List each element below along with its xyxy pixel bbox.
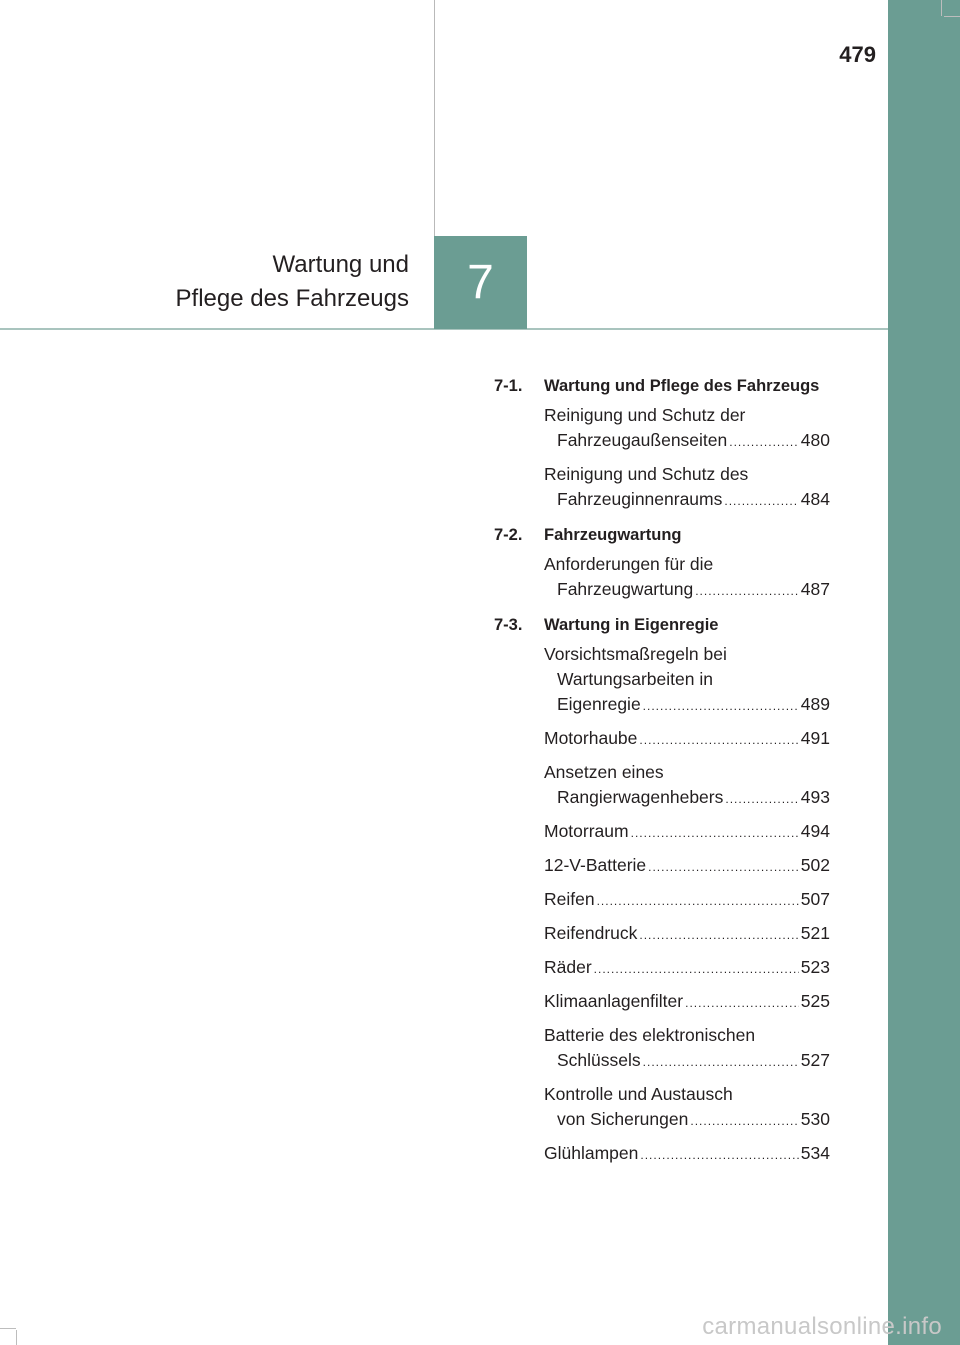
toc-entry-page: 489 (800, 694, 830, 714)
toc-entry-final-line (544, 1107, 830, 1134)
toc-entry-text: Eigenregie (557, 694, 641, 714)
toc-entry[interactable] (544, 462, 830, 514)
toc-entry-final-line (544, 726, 830, 753)
toc-entry-text: Vorsichtsmaßregeln bei (544, 644, 727, 664)
toc-entry-final-line (544, 785, 830, 812)
table-of-contents (494, 372, 830, 1175)
page-number: 479 (839, 42, 876, 67)
toc-entry-page: 527 (800, 1050, 830, 1070)
toc-entry-page: 530 (800, 1109, 830, 1129)
toc-entry-final-line (544, 1048, 830, 1075)
toc-entry-text: Reinigung und Schutz der (544, 405, 746, 425)
toc-entry-final-line (544, 692, 830, 719)
crop-mark (941, 0, 942, 16)
toc-entry[interactable] (544, 1082, 830, 1134)
toc-entry-text: Wartungsarbeiten in (557, 669, 713, 689)
toc-entry[interactable] (544, 887, 830, 914)
toc-entry-final-line (544, 853, 830, 880)
watermark: carmanualsonline.info (702, 1313, 942, 1340)
toc-entry[interactable] (544, 726, 830, 753)
toc-entry[interactable] (544, 921, 830, 948)
toc-entry-final-line (544, 577, 830, 604)
toc-entry-page: 523 (800, 957, 830, 977)
dot-leader (724, 489, 798, 514)
toc-section-heading[interactable] (494, 611, 830, 639)
toc-section-heading[interactable] (494, 372, 830, 400)
toc-section-title: Fahrzeugwartung (544, 526, 682, 544)
toc-entry-text: Motorhaube (544, 728, 638, 748)
chapter-title (176, 248, 409, 316)
chapter-title-line2: Pflege des Fahrzeugs (175, 285, 409, 312)
toc-entry-page: 484 (800, 489, 830, 509)
crop-mark (0, 1328, 16, 1329)
dot-leader (631, 821, 799, 846)
crop-mark (16, 1330, 17, 1345)
toc-section (494, 521, 830, 604)
toc-entry-page: 507 (800, 889, 830, 909)
toc-entry-final-line (544, 921, 830, 948)
toc-entry-final-line (544, 819, 830, 846)
toc-entry-page: 487 (800, 579, 830, 599)
toc-entry-final-line (544, 989, 830, 1016)
toc-entry-text: 12-V-Batterie (544, 855, 647, 875)
dot-leader (643, 694, 799, 719)
toc-entry-text: Räder (544, 957, 592, 977)
toc-section (494, 372, 830, 514)
toc-entry-text: Fahrzeugwartung (557, 579, 694, 599)
toc-entry[interactable] (544, 403, 830, 455)
toc-section-title: Wartung und Pflege des Fahrzeugs (544, 377, 820, 395)
toc-entry[interactable] (544, 853, 830, 880)
dot-leader (690, 1109, 798, 1134)
toc-entry[interactable] (544, 552, 830, 604)
dot-leader (685, 991, 799, 1016)
toc-entry-text: Rangierwagenhebers (557, 787, 724, 807)
toc-section-number: 7-3. (494, 616, 523, 634)
toc-entry-page: 493 (800, 787, 830, 807)
toc-entry-final-line (544, 887, 830, 914)
toc-entry-text: Fahrzeuginnenraums (557, 489, 723, 509)
toc-entry[interactable] (544, 1141, 830, 1168)
toc-entry-text: Ansetzen eines (544, 762, 664, 782)
toc-entry-text: Fahrzeugaußenseiten (557, 430, 728, 450)
toc-entry[interactable] (544, 819, 830, 846)
toc-entry-page: 491 (800, 728, 830, 748)
toc-section-number: 7-2. (494, 526, 523, 544)
toc-entry-final-line (544, 487, 830, 514)
dot-leader (640, 1143, 798, 1168)
dot-leader (643, 1050, 799, 1075)
toc-section-title: Wartung in Eigenregie (544, 616, 719, 634)
dot-leader (729, 430, 799, 455)
dot-leader (639, 923, 798, 948)
toc-entry-text: Reifendruck (544, 923, 638, 943)
toc-entry[interactable] (544, 1023, 830, 1075)
toc-entry[interactable] (544, 955, 830, 982)
toc-entry-page: 502 (800, 855, 830, 875)
toc-entry-page: 494 (800, 821, 830, 841)
toc-entry-final-line (544, 1141, 830, 1168)
dot-leader (695, 579, 799, 604)
chapter-side-tab (888, 0, 960, 1345)
toc-entry-text: Klimaanlagenfilter (544, 991, 684, 1011)
chapter-number-box: 7 (434, 236, 527, 329)
dot-leader (597, 889, 799, 914)
toc-entry[interactable] (544, 760, 830, 812)
toc-entry-page: 480 (800, 430, 830, 450)
toc-entry-page: 534 (800, 1143, 830, 1163)
crop-mark (944, 16, 960, 17)
toc-entry-text: Reifen (544, 889, 595, 909)
toc-entry-final-line (544, 428, 830, 455)
toc-entry-text: Anforderungen für die (544, 554, 714, 574)
toc-entry[interactable] (544, 989, 830, 1016)
toc-section (494, 611, 830, 1168)
dot-leader (648, 855, 799, 880)
toc-entry-text: Schlüssels (557, 1050, 641, 1070)
dot-leader (639, 728, 798, 753)
toc-section-heading[interactable] (494, 521, 830, 549)
toc-entry-final-line (544, 955, 830, 982)
header-divider-vertical (434, 0, 435, 236)
toc-entry-text: Reinigung und Schutz des (544, 464, 749, 484)
toc-section-number: 7-1. (494, 377, 523, 395)
toc-entry[interactable] (544, 642, 830, 719)
dot-leader (725, 787, 798, 812)
toc-entry-text: Glühlampen (544, 1143, 639, 1163)
toc-entry-text: von Sicherungen (557, 1109, 689, 1129)
toc-entry-text: Batterie des elektronischen (544, 1025, 756, 1045)
toc-entry-text: Motorraum (544, 821, 629, 841)
toc-entry-page: 525 (800, 991, 830, 1011)
dot-leader (594, 957, 799, 982)
toc-entry-page: 521 (800, 923, 830, 943)
toc-entry-text: Kontrolle und Austausch (544, 1084, 733, 1104)
chapter-title-line1: Wartung und (272, 251, 409, 278)
